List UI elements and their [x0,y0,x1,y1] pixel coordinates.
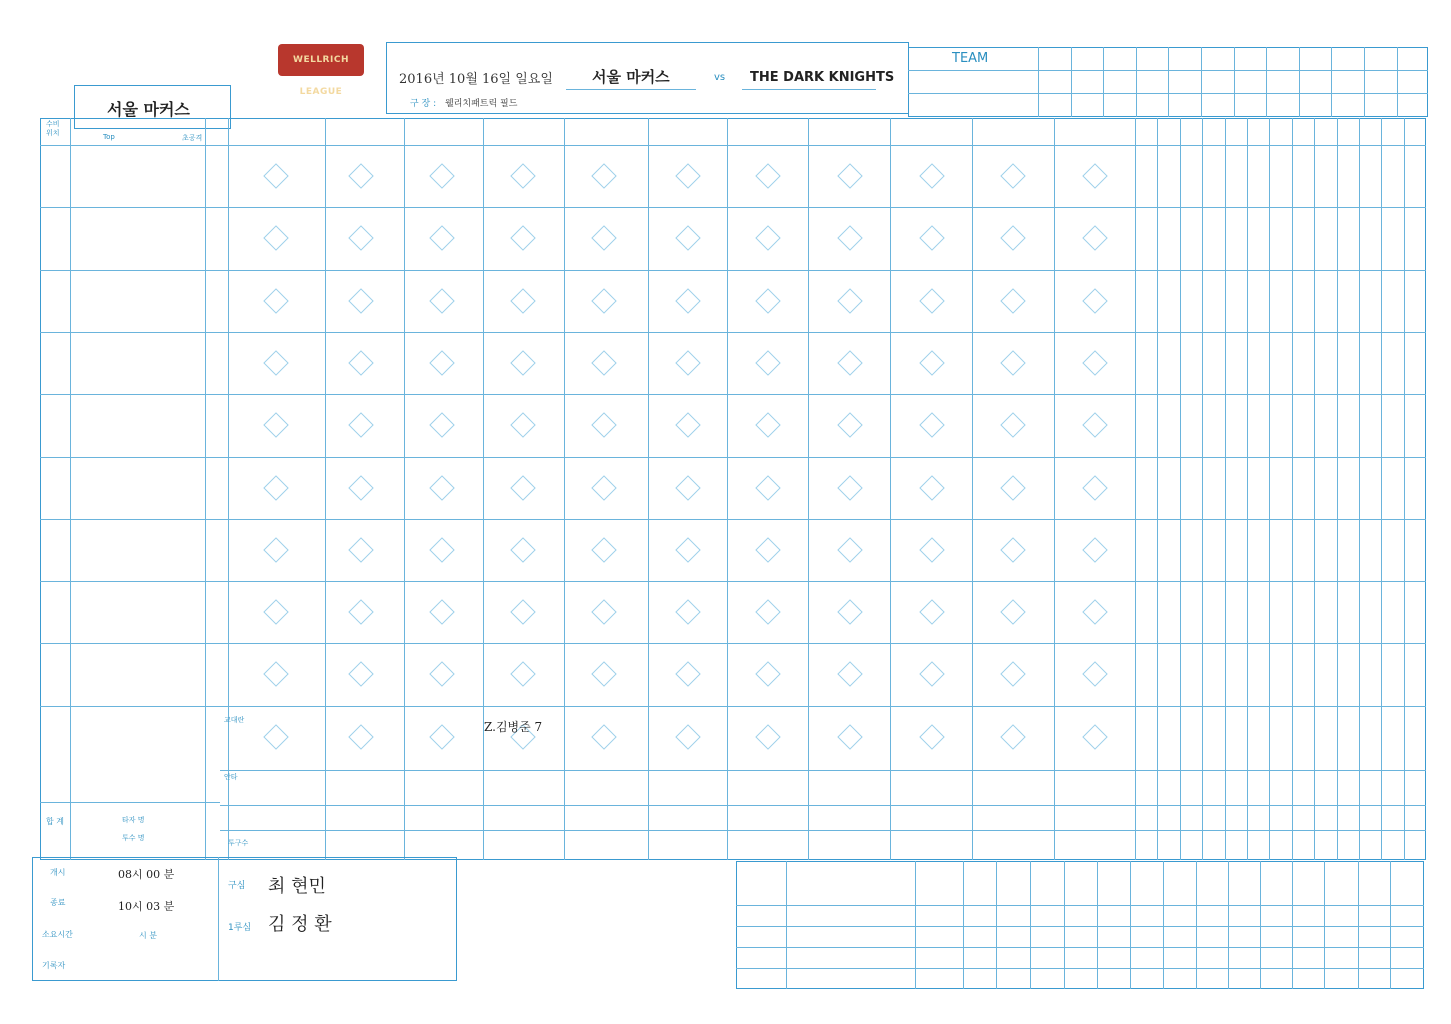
pitch-col-line [1196,861,1197,989]
pitch-col-line [1358,861,1359,989]
grid-col-line [727,118,728,860]
stats-col-line [1381,118,1382,860]
venue-name: 웰리치패트릭 필드 [445,99,518,109]
col-num-header: 초공격 [182,134,203,142]
stats-col-line [1359,118,1360,860]
stats-col-line [1247,118,1248,860]
pitches-row-label: 투구수 [228,839,249,847]
pitch-col-line [1163,861,1164,989]
totals-label: 합 계 [46,817,64,826]
batter-row-line [40,207,1426,208]
start-label: 개시 [50,868,66,877]
pitch-row-line [736,905,1424,906]
totals-row-line [220,770,1426,771]
linescore-col-line [1331,47,1332,117]
stats-col-line [1157,118,1158,860]
grid-col-line [564,118,565,860]
linescore-col-line [1266,47,1267,117]
sub-label: 교대란 [224,716,245,724]
linescore-col-line [1201,47,1202,117]
totals-batter-label: 타자 명 [122,816,145,824]
start-value: 08시 00 분 [118,868,175,881]
batter-row-line [40,394,1426,395]
pitch-col-line [915,861,916,989]
end-value: 10시 03 분 [118,900,175,913]
linescore-col-line [1299,47,1300,117]
col-top-header: Top [103,133,115,141]
grid-col-line [972,118,973,860]
totals-pitcher-label: 투수 명 [122,834,145,842]
pitch-col-line [1030,861,1031,989]
home-team-title: 서울 마커스 [592,68,670,86]
grid-col-line [70,118,71,860]
grid-col-line [890,118,891,860]
vs-label: vs [714,72,726,83]
grid-col-line [1135,118,1136,860]
pitch-col-line [1390,861,1391,989]
batter-row-line [40,643,1426,644]
league-logo: WELLRICH LEAGUE [278,44,364,76]
stats-col-line [1292,118,1293,860]
pitch-row-line [736,926,1424,927]
totals-row-line [220,830,1426,831]
batter-row-line [40,706,1426,707]
pitch-col-line [1324,861,1325,989]
linescore-team-header: TEAM [952,51,989,66]
batter-row-line [40,581,1426,582]
first-base-umpire-label: 1루심 [228,923,252,933]
game-info-box [32,857,457,981]
duration-value: 시 분 [139,931,157,940]
stats-col-line [1180,118,1181,860]
stats-col-line [1225,118,1226,860]
linescore-col-line [1234,47,1235,117]
pitch-col-line [996,861,997,989]
batter-row-line [40,270,1426,271]
stats-col-line [1404,118,1405,860]
pitch-col-line [1097,861,1098,989]
stats-col-line [1269,118,1270,860]
grid-col-line [808,118,809,860]
totals-top-line [40,802,220,803]
batter-row-line [40,519,1426,520]
grid-col-line [648,118,649,860]
stats-col-line [1337,118,1338,860]
stats-col-line [1202,118,1203,860]
grid-col-line [404,118,405,860]
pitch-row-line [736,947,1424,948]
stats-col-line [1314,118,1315,860]
linescore-col-line [1038,47,1039,117]
lineup-team-title: 서울 마커스 [107,100,190,119]
pitch-col-line [1292,861,1293,989]
pitch-col-line [1228,861,1229,989]
batter-row-line [40,457,1426,458]
pitching-table [736,861,1424,989]
linescore-total-line [1397,47,1398,117]
pitch-col-line [1064,861,1065,989]
grid-col-line [325,118,326,860]
away-team-title: THE DARK KNIGHTS [750,70,895,85]
linescore-col-line [1168,47,1169,117]
scoresheet-grid [40,118,1426,860]
pitch-col-line [1130,861,1131,989]
game-date: 2016년 10월 16일 일요일 [399,72,553,87]
umpire-label: 구심 [228,881,246,891]
batter-row-line [40,332,1426,333]
duration-label: 소요시간 [42,930,73,939]
totals-row-line [220,805,1426,806]
grid-col-line [483,118,484,860]
grid-col-line [205,118,206,860]
col-position-header: 수비 위치 [46,120,60,137]
pitch-col-line [786,861,787,989]
pitch-row-line [736,968,1424,969]
sub-note: Z.김병준 7 [484,720,543,734]
umpire-name: 최 현민 [268,876,326,897]
grid-col-line [1054,118,1055,860]
linescore-col-line [1071,47,1072,117]
pitch-col-line [963,861,964,989]
linescore-col-line [1103,47,1104,117]
pitch-col-line [1260,861,1261,989]
end-label: 종료 [50,898,66,907]
grid-col-line [228,118,229,860]
hits-row-label: 안타 [224,773,238,781]
recorder-label: 기록자 [42,961,66,970]
linescore-col-line [1364,47,1365,117]
venue-label: 구 장 : [410,99,437,109]
linescore-col-line [1136,47,1137,117]
first-base-umpire-name: 김 정 환 [268,914,332,935]
header-row-line [40,145,1426,146]
